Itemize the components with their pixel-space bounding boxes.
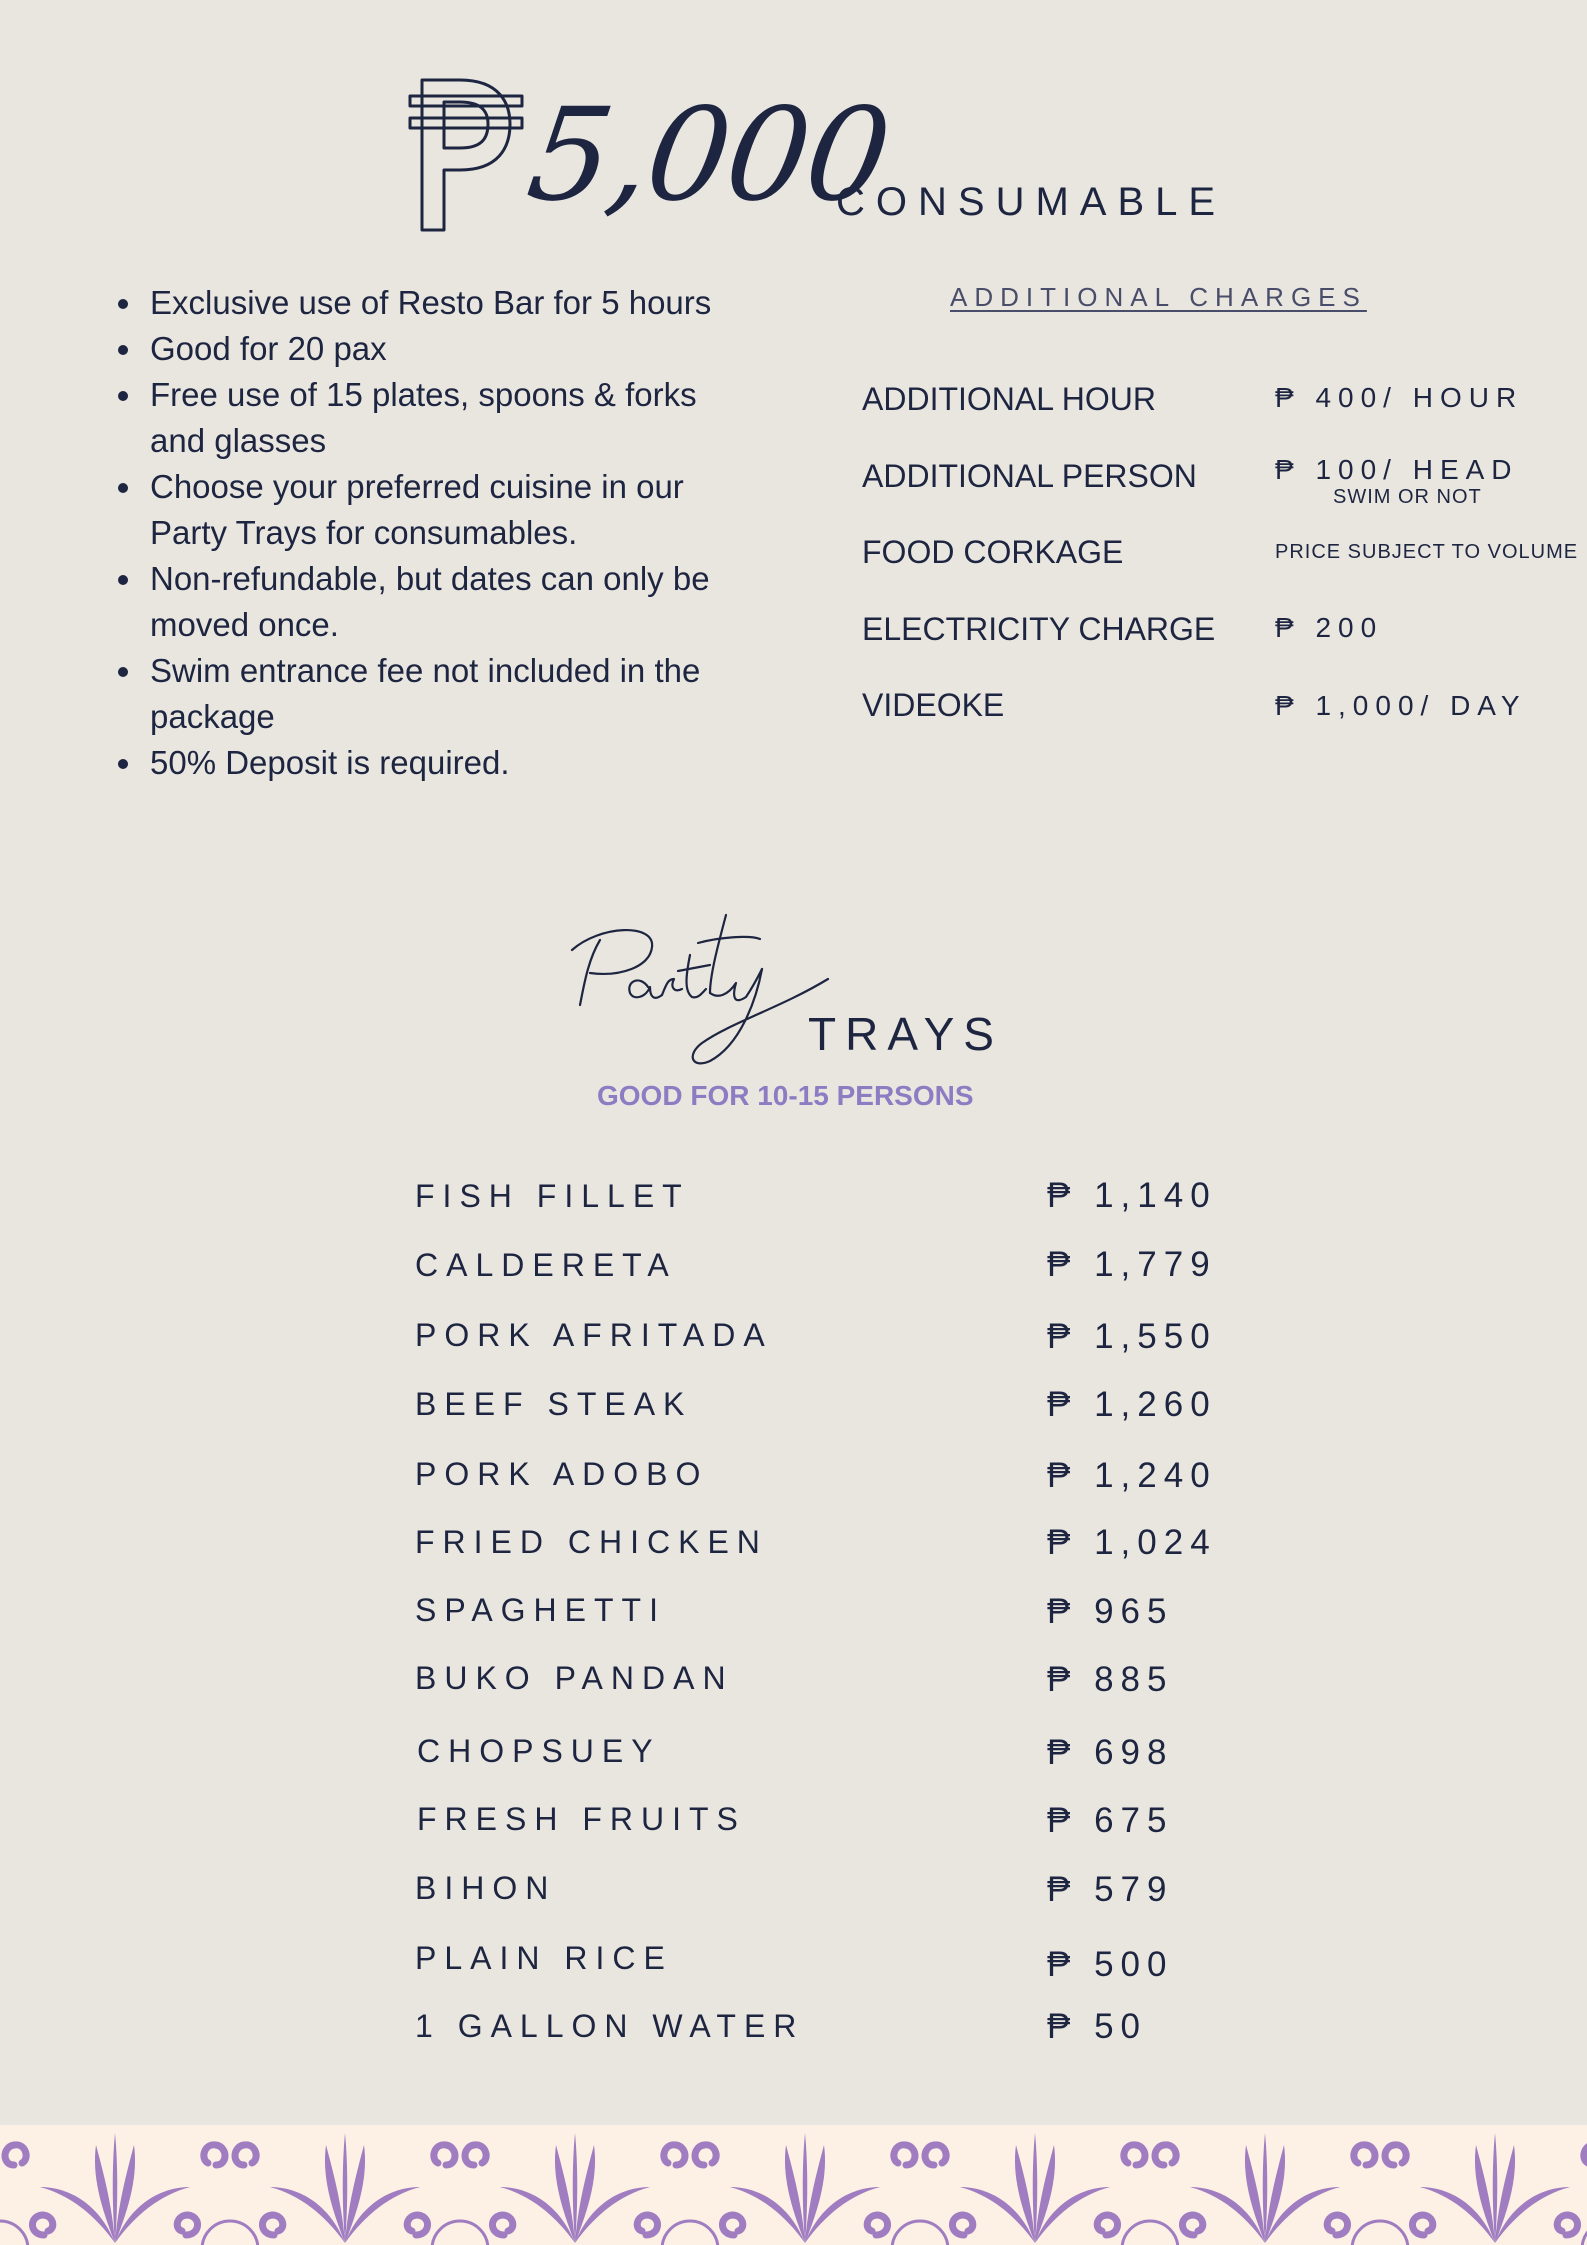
charge-label-electricity: ELECTRICITY CHARGE bbox=[862, 611, 1216, 647]
additional-charges-title: ADDITIONAL CHARGES bbox=[950, 282, 1367, 312]
menu-item-price: ₱ 885 bbox=[1047, 1660, 1174, 1699]
menu-item-name: FRIED CHICKEN bbox=[415, 1524, 768, 1560]
consumable-label: CONSUMABLE bbox=[836, 180, 1227, 224]
menu-item-price: ₱ 579 bbox=[1047, 1870, 1174, 1909]
bullet-icon bbox=[118, 483, 128, 493]
menu-item-name: 1 GALLON WATER bbox=[415, 2008, 805, 2044]
menu-item-price: ₱ 1,140 bbox=[1047, 1176, 1217, 1215]
menu-item-name: CHOPSUEY bbox=[417, 1733, 661, 1769]
menu-item-name: PORK ADOBO bbox=[415, 1456, 709, 1492]
menu-item-price: ₱ 675 bbox=[1047, 1801, 1174, 1840]
menu-item-name: SPAGHETTI bbox=[415, 1592, 666, 1628]
charge-label-additional-person: ADDITIONAL PERSON bbox=[862, 458, 1197, 494]
list-item: Choose your preferred cuisine in our Party Trays for consumables. bbox=[112, 464, 752, 556]
menu-item-price: ₱ 698 bbox=[1047, 1733, 1174, 1772]
trays-heading: TRAYS bbox=[808, 1008, 1003, 1060]
menu-item-price: ₱ 965 bbox=[1047, 1592, 1174, 1631]
party-script-wordmark bbox=[560, 905, 840, 1075]
serving-size-subtitle: GOOD FOR 10-15 PERSONS bbox=[597, 1080, 974, 1111]
bullet-icon bbox=[118, 759, 128, 769]
menu-item-price: ₱ 50 bbox=[1047, 2007, 1147, 2046]
list-item: Free use of 15 plates, spoons & forks and glasses bbox=[112, 372, 752, 464]
decorative-footer-border bbox=[0, 2125, 1587, 2245]
menu-item-price: ₱ 1,240 bbox=[1047, 1456, 1217, 1495]
package-inclusions-list bbox=[112, 280, 752, 786]
bullet-icon bbox=[118, 391, 128, 401]
menu-item-name: PLAIN RICE bbox=[415, 1940, 673, 1976]
charge-label-food-corkage: FOOD CORKAGE bbox=[862, 534, 1124, 570]
list-item: Non-refundable, but dates can only be moved once. bbox=[112, 556, 752, 648]
menu-item-name: FRESH FRUITS bbox=[417, 1801, 746, 1837]
menu-item-name: CALDERETA bbox=[415, 1247, 677, 1283]
menu-item-price: ₱ 1,550 bbox=[1047, 1317, 1217, 1356]
menu-item-name: FISH FILLET bbox=[415, 1178, 690, 1214]
menu-item-name: PORK AFRITADA bbox=[415, 1317, 773, 1353]
charge-price-additional-hour: ₱ 400/ HOUR bbox=[1275, 382, 1524, 413]
bullet-icon bbox=[118, 299, 128, 309]
menu-item-price: ₱ 500 bbox=[1047, 1945, 1174, 1984]
bullet-icon bbox=[118, 575, 128, 585]
list-item: 50% Deposit is required. bbox=[112, 740, 752, 786]
charge-label-additional-hour: ADDITIONAL HOUR bbox=[862, 381, 1156, 417]
menu-item-price: ₱ 1,260 bbox=[1047, 1385, 1217, 1424]
peso-sign-icon bbox=[408, 62, 526, 234]
bullet-icon bbox=[118, 345, 128, 355]
menu-item-name: BIHON bbox=[415, 1870, 557, 1906]
menu-item-name: BEEF STEAK bbox=[415, 1386, 693, 1422]
list-item: Swim entrance fee not included in the package bbox=[112, 648, 752, 740]
charge-note-price-subject-to-volume: PRICE SUBJECT TO VOLUME bbox=[1275, 541, 1579, 563]
charge-price-additional-person: ₱ 100/ HEAD bbox=[1275, 454, 1519, 485]
consumable-amount: 5,000 bbox=[519, 81, 897, 230]
menu-item-price: ₱ 1,024 bbox=[1047, 1523, 1217, 1562]
charge-label-videoke: VIDEOKE bbox=[862, 687, 1005, 723]
list-item: Good for 20 pax bbox=[112, 326, 752, 372]
menu-item-name: BUKO PANDAN bbox=[415, 1660, 734, 1696]
charge-note-swim-or-not: SWIM OR NOT bbox=[1333, 486, 1482, 508]
charge-price-videoke: ₱ 1,000/ DAY bbox=[1275, 690, 1527, 721]
bullet-icon bbox=[118, 667, 128, 677]
list-item: Exclusive use of Resto Bar for 5 hours bbox=[112, 280, 752, 326]
charge-price-electricity: ₱ 200 bbox=[1275, 612, 1384, 643]
menu-item-price: ₱ 1,779 bbox=[1047, 1245, 1217, 1284]
